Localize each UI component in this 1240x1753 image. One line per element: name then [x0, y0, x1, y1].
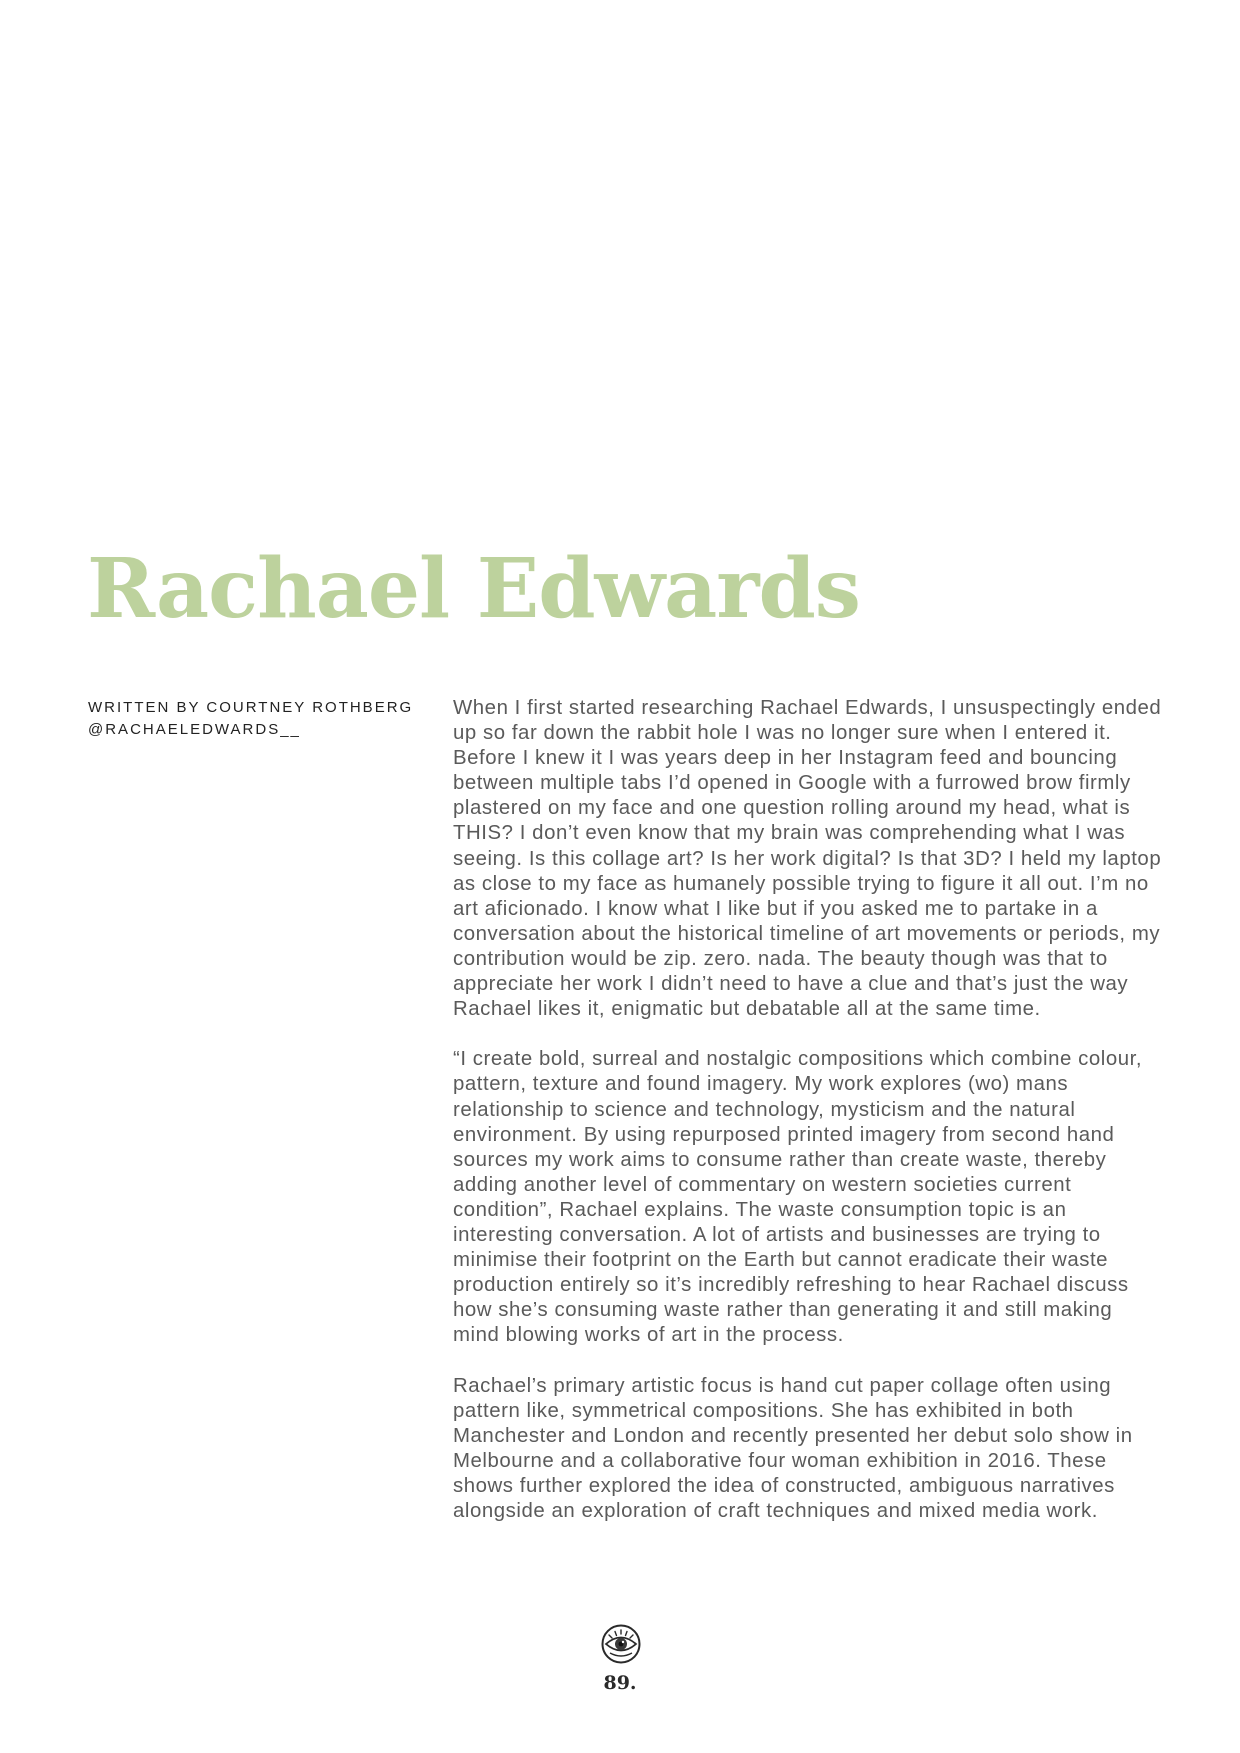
article-body: [453, 696, 1163, 1549]
article-paragraph: When I first started researching Rachael Edwards, I unsuspectingly ended up so far down the rabbit hole I was no longer sure when I entered it. Before I knew it I was years deep in her Instagram feed and bouncing between multiple tabs I’d opened in Google with a furrowed brow firmly plastered on my face and one question rolling around my head, what is THIS? I don’t even know that my brain was comprehending what I was seeing. Is this collage art? Is her work digital? Is that 3D? I held my laptop as close to my face as humanely possible trying to figure it all out. I’m no art aficionado. I know what I like but if you asked me to partake in a conversation about the historical timeline of art movements or periods, my contribution would be zip. zero. nada. The beauty though was that to appreciate her work I didn’t need to have a clue and that’s just the way Rachael likes it, enigmatic but debatable all at the same time.: [453, 697, 1162, 1021]
page-title: Rachael Edwards: [87, 541, 860, 637]
artist-handle: @RACHAELEDWARDS__: [88, 721, 301, 738]
article-paragraph: Rachael’s primary artistic focus is hand cut paper collage often using pattern like, symmetrical compositions. She has exhibited in both Manchester and London and recently presented her debut solo show in Melbourne and a collaborative four woman exhibition in 2016. These shows further explored the idea of constructed, ambiguous narratives alongside an exploration of craft techniques and mixed media work.: [453, 1374, 1133, 1522]
author-credit: WRITTEN BY COURTNEY ROTHBERG: [88, 699, 414, 716]
byline: [88, 697, 413, 741]
eye-icon: [600, 1623, 642, 1665]
page-number: 89.: [603, 1672, 637, 1694]
article-paragraph: “I create bold, surreal and nostalgic compositions which combine colour, pattern, texture and found imagery. My work explores (wo) mans relationship to science and technology, mysticism and the natural environment. By using repurposed printed imagery from second hand sources my work aims to consume rather than create waste, thereby adding another level of commentary on western societies current condition”, Rachael explains. The waste consumption topic is an interesting conversation. A lot of artists and businesses are trying to minimise their footprint on the Earth but cannot eradicate their waste production entirely so it’s incredibly refreshing to hear Rachael discuss how she’s consuming waste rather than generating it and still making mind blowing works of art in the process.: [453, 1048, 1143, 1347]
